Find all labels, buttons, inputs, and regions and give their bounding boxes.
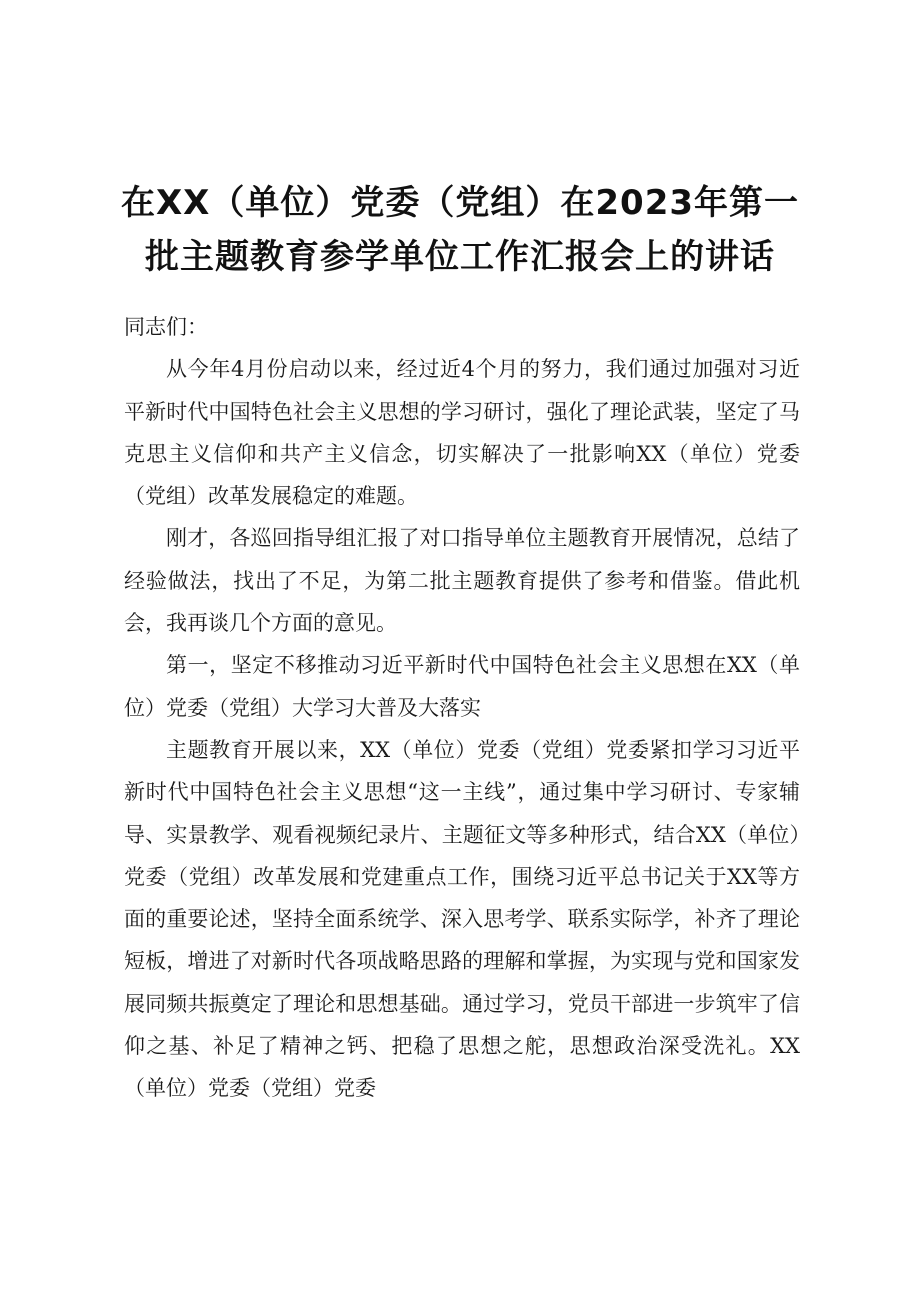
title-line-2: 批主题教育参学单位工作汇报会上的讲话 bbox=[145, 237, 775, 277]
section-heading-first: 第一，坚定不移推动习近平新时代中国特色社会主义思想在XX（单位）党委（党组）大学习大普及大落实 bbox=[124, 653, 800, 720]
title-line-1: 在XX（单位）党委（党组）在2023年第一 bbox=[120, 183, 800, 223]
paragraph-summary: 刚才，各巡回指导组汇报了对口指导单位主题教育开展情况，总结了经验做法，找出了不足，为第二批主题教育提供了参考和借鉴。借此机会，我再谈几个方面的意见。 bbox=[124, 526, 800, 636]
document-title bbox=[100, 176, 820, 284]
salutation: 同志们： bbox=[124, 315, 208, 339]
document-body bbox=[124, 306, 800, 1110]
paragraph-study: 主题教育开展以来，XX（单位）党委（党组）党委紧扣学习习近平新时代中国特色社会主义思想“这一主线”，通过集中学习研讨、专家辅导、实景教学、观看视频纪录片、主题征文等多种形式，结合XX（单位）党委（党组）改革发展和党建重点工作，围绕习近平总书记关于XX等方面的重要论述，坚持全面系统学、深入思考学、联系实际学，补齐了理论短板，增进了对新时代各项战略思路的理解和掌握，为实现与党和国家发展同频共振奠定了理论和思想基础。通过学习，党员干部进一步筑牢了信仰之基、补足了精神之钙、把稳了思想之舵，思想政治深受洗礼。XX（单位）党委（党组）党委 bbox=[124, 737, 800, 1101]
paragraph-intro: 从今年4月份启动以来，经过近4个月的努力，我们通过加强对习近平新时代中国特色社会主义思想的学习研讨，强化了理论武装，坚定了马克思主义信仰和共产主义信念，切实解决了一批影响XX（单位）党委（党组）改革发展稳定的难题。 bbox=[124, 357, 800, 509]
